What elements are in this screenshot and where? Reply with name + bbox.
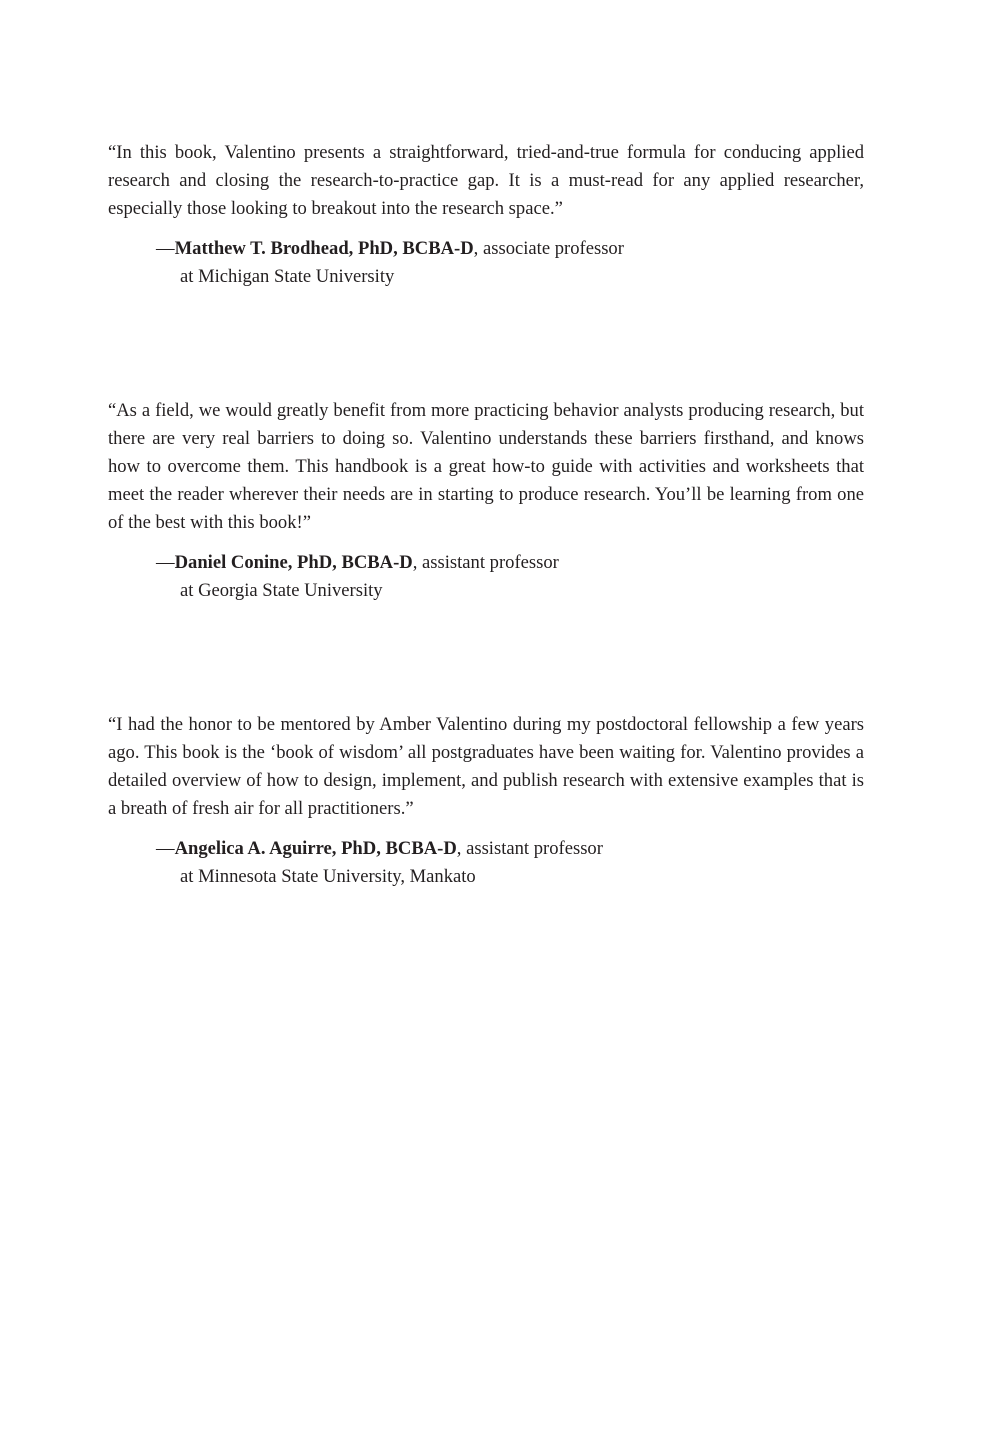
endorser-name: Angelica A. Aguirre, PhD, BCBA-D: [174, 838, 457, 859]
endorser-name: Matthew T. Brodhead, PhD, BCBA-D: [174, 238, 474, 259]
endorsement-3: [108, 711, 864, 891]
endorser-name: Daniel Conine, PhD, BCBA-D: [174, 552, 413, 573]
endorser-role: , assistant professor: [456, 838, 603, 859]
endorsement-quote: “As a field, we would greatly benefit from more practicing behavior analysts producing research, but there are very real barriers to doing so. Valentino understands these barriers firsthand, and knows how to overcome them. This handbook is a great how-to guide with activities and worksheets that meet the reader wherever their needs are in starting to produce research. You’ll be learning from one of the best with this book!”: [108, 400, 864, 533]
endorsement-attribution: [156, 549, 864, 605]
endorsement-1: [108, 139, 864, 291]
endorser-affiliation: at Minnesota State University, Mankato: [180, 866, 476, 887]
em-dash: —: [156, 238, 175, 259]
endorsement-attribution: [156, 235, 864, 291]
endorser-role: , assistant professor: [412, 552, 559, 573]
em-dash: —: [156, 552, 175, 573]
endorsement-attribution: [156, 835, 864, 891]
endorser-affiliation: at Georgia State University: [180, 580, 383, 601]
endorser-affiliation: at Michigan State University: [180, 266, 395, 287]
em-dash: —: [156, 838, 175, 859]
endorsement-quote: “I had the honor to be mentored by Amber Valentino during my postdoctoral fellowship a few years ago. This book is the ‘book of wisdom’ all postgraduates have been waiting for. Valentino provides a detailed overview of how to design, implement, and publish research with extensive examples that is a breath of fresh air for all practitioners.”: [108, 714, 864, 819]
endorser-role: , associate professor: [473, 238, 624, 259]
endorsement-2: [108, 397, 864, 605]
endorsement-quote: “In this book, Valentino presents a straightforward, tried-and-true formula for conducing applied research and closing the research-to-practice gap. It is a must-read for any applied researcher, especially those looking to breakout into the research space.”: [108, 142, 864, 219]
